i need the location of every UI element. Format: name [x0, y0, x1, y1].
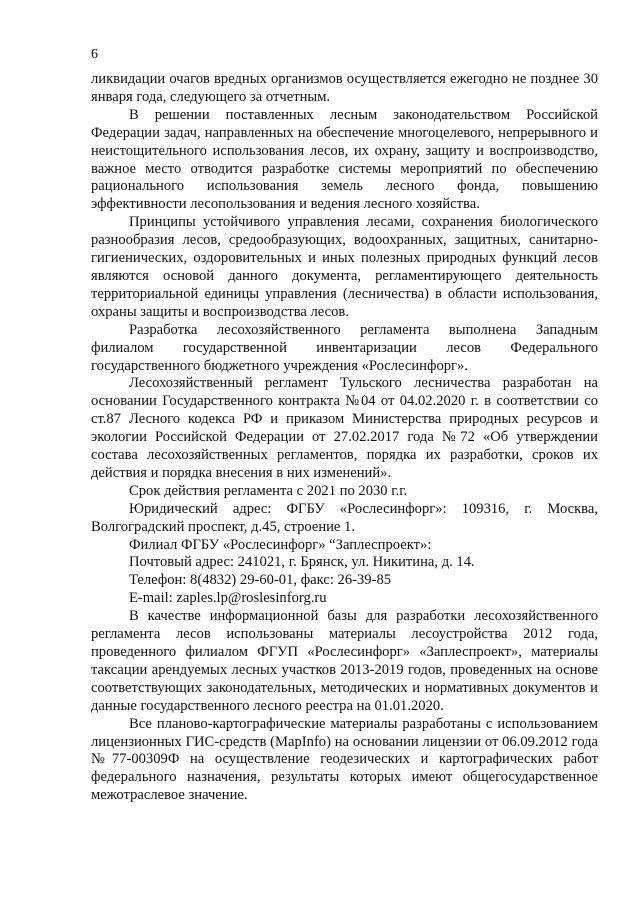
- page-number: 6: [91, 47, 98, 62]
- paragraph-regulation-basis: Лесохозяйственный регламент Тульского лесничества разработан на основании Государственного контракта №04 от 04.02.2020 г. в соответствии со ст.87 Лесного кодекса РФ и приказом Министерства природных ресурсов и экологии Российской Федерации от 27.02.2017 года №72 «Об утверждении состава лесохозяйственных регламентов, порядка их разработки, сроков их действия и порядка внесения в них изменений».: [91, 375, 598, 481]
- paragraph-email: E-mail: zaples.lp@roslesinforg.ru: [129, 590, 327, 607]
- paragraph-sustainable-management-principles: Принципы устойчивого управления лесами, сохранения биологического разнообразия лесов, средообразующих, водоохранных, защитных, санитарно-гигиенических, оздоровительных и иных полезных природных функций лесов являются основой данного документа, регламентирующего деятельность территориальной единицы управления (лесничества) в области использования, охраны защиты и воспроизводства лесов.: [91, 214, 598, 320]
- paragraph-information-base: В качестве информационной базы для разработки лесохозяйственного регламента лесов использованы материалы лесоустройства 2012 года, проведенного филиалом ФГУП «Рослесинфорг» «Заплеспроект», материалы таксации арендуемых лесных участков 2013-2019 годов, проведенных на основе соответствующих законодательных, методических и нормативных документов и данные государственного лесного реестра на 01.01.2020.: [91, 608, 598, 714]
- paragraph-validity-period: Срок действия регламента с 2021 по 2030 г.г.: [129, 482, 408, 499]
- paragraph-phone-fax: Телефон: 8(4832) 29-60-01, факс: 26-39-85: [129, 572, 392, 589]
- document-body: [91, 71, 598, 805]
- paragraph-gis-materials: Все планово-картографические материалы разработаны с использованием лицензионных ГИС-средств (MapInfo) на основании лицензии от 06.09.2012 года №77-00309Ф на осуществление геодезических и картографических работ федерального назначения, результаты которых имеют общегосударственное межотраслевое значение.: [91, 715, 598, 804]
- paragraph-branch-name: Филиал ФГБУ «Рослесинфорг» “Заплеспроект»:: [129, 536, 432, 553]
- paragraph-forest-legislation-tasks: В решении поставленных лесным законодательством Российской Федерации задач, направленных на обеспечение многоцелевого, непрерывного и неистощительного использования лесов, их охрану, защиту и воспроизводство, важное место отводится разработке системы мероприятий по обеспечению рационального использования земель лесного фонда, повышению эффективности лесопользования и ведения лесного хозяйства.: [91, 106, 598, 213]
- paragraph-pest-control-deadline: ликвидации очагов вредных организмов осуществляется ежегодно не позднее 30 января года, следующего за отчетным.: [91, 71, 598, 105]
- paragraph-regulation-developer: Разработка лесохозяйственного регламента выполнена Западным филиалом государственной инвентаризации лесов Федерального государственного бюджетного учреждения «Рослесинфорг».: [91, 321, 598, 374]
- paragraph-postal-address: Почтовый адрес: 241021, г. Брянск, ул. Никитина, д. 14.: [129, 554, 475, 571]
- paragraph-legal-address: Юридический адрес: ФГБУ «Рослесинфорг»: 109316, г. Москва, Волгоградский проспект, д.45, строение 1.: [91, 500, 598, 535]
